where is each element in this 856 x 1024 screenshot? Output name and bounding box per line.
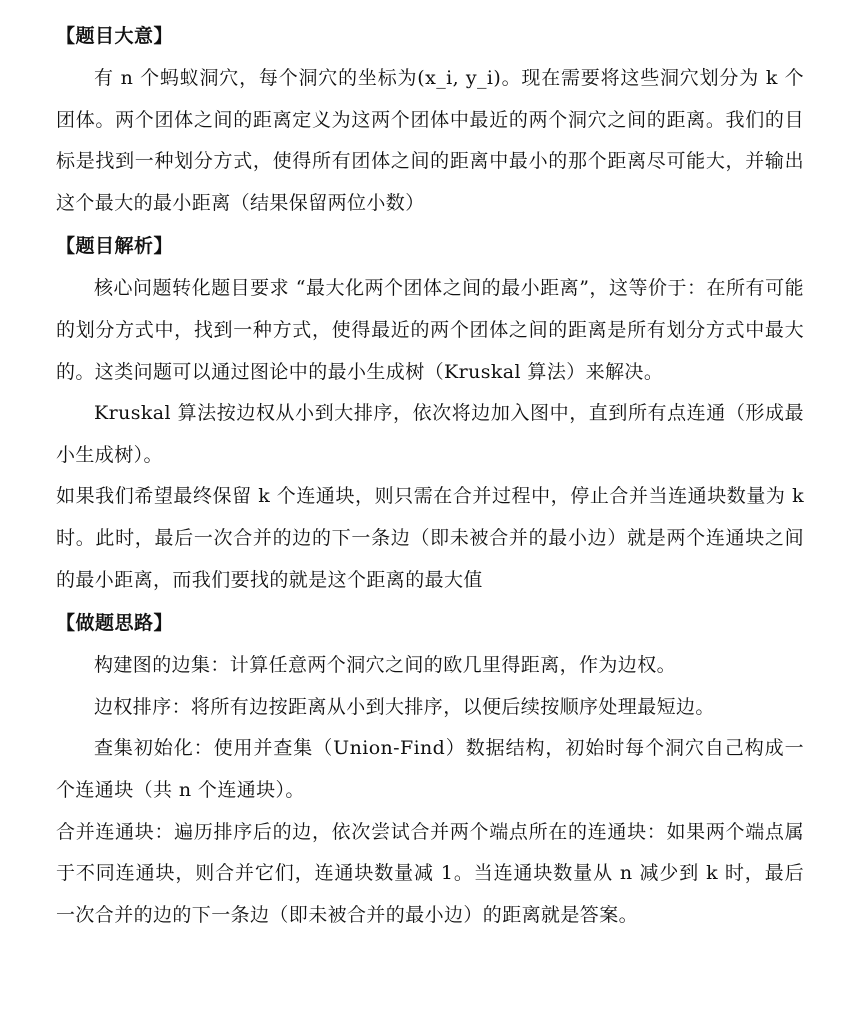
document-page — [56, 14, 804, 936]
paragraph-kruskal: Kruskal 算法按边权从小到大排序，依次将边加入图中，直到所有点连通（形成最小生成树）。 — [56, 402, 804, 466]
paragraph-k-components: 如果我们希望最终保留 k 个连通块，则只需在合并过程中，停止合并当连通块数量为 k 时。此时，最后一次合并的边的下一条边（即未被合并的最小边）就是两个连通块之间的最小距离，而我们要找的就是这个距离的最大值 — [56, 485, 804, 591]
section-heading-problem-analysis: 【题目解析】 — [56, 235, 174, 258]
section-heading-solution-approach: 【做题思路】 — [56, 612, 174, 635]
paragraph-union-find-init: 查集初始化：使用并查集（Union-Find）数据结构，初始时每个洞穴自己构成一个连通块（共 n 个连通块）。 — [56, 737, 804, 801]
paragraph-merge-components: 合并连通块：遍历排序后的边，依次尝试合并两个端点所在的连通块：如果两个端点属于不同连通块，则合并它们，连通块数量减 1。当连通块数量从 n 减少到 k 时，最后一次合并的边的下一条边（即未被合并的最小边）的距离就是答案。 — [56, 820, 804, 926]
paragraph-sort-edges: 边权排序：将所有边按距离从小到大排序，以便后续按顺序处理最短边。 — [94, 695, 715, 718]
paragraph-core-problem: 核心问题转化题目要求 “最大化两个团体之间的最小距离”，这等价于：在所有可能的划分方式中，找到一种方式，使得最近的两个团体之间的距离是所有划分方式中最大的。这类问题可以通过图论中的最小生成树（Kruskal 算法）来解决。 — [56, 277, 804, 383]
paragraph-problem-summary: 有 n 个蚂蚁洞穴，每个洞穴的坐标为(x_i, y_i)。现在需要将这些洞穴划分为 k 个团体。两个团体之间的距离定义为这两个团体中最近的两个洞穴之间的距离。我们的目标是找到一种划分方式，使得所有团体之间的距离中最小的那个距离尽可能大，并输出这个最大的最小距离（结果保留两位小数） — [56, 67, 804, 214]
section-heading-problem-summary: 【题目大意】 — [56, 25, 174, 47]
paragraph-build-edges: 构建图的边集：计算任意两个洞穴之间的欧几里得距离，作为边权。 — [94, 654, 677, 677]
